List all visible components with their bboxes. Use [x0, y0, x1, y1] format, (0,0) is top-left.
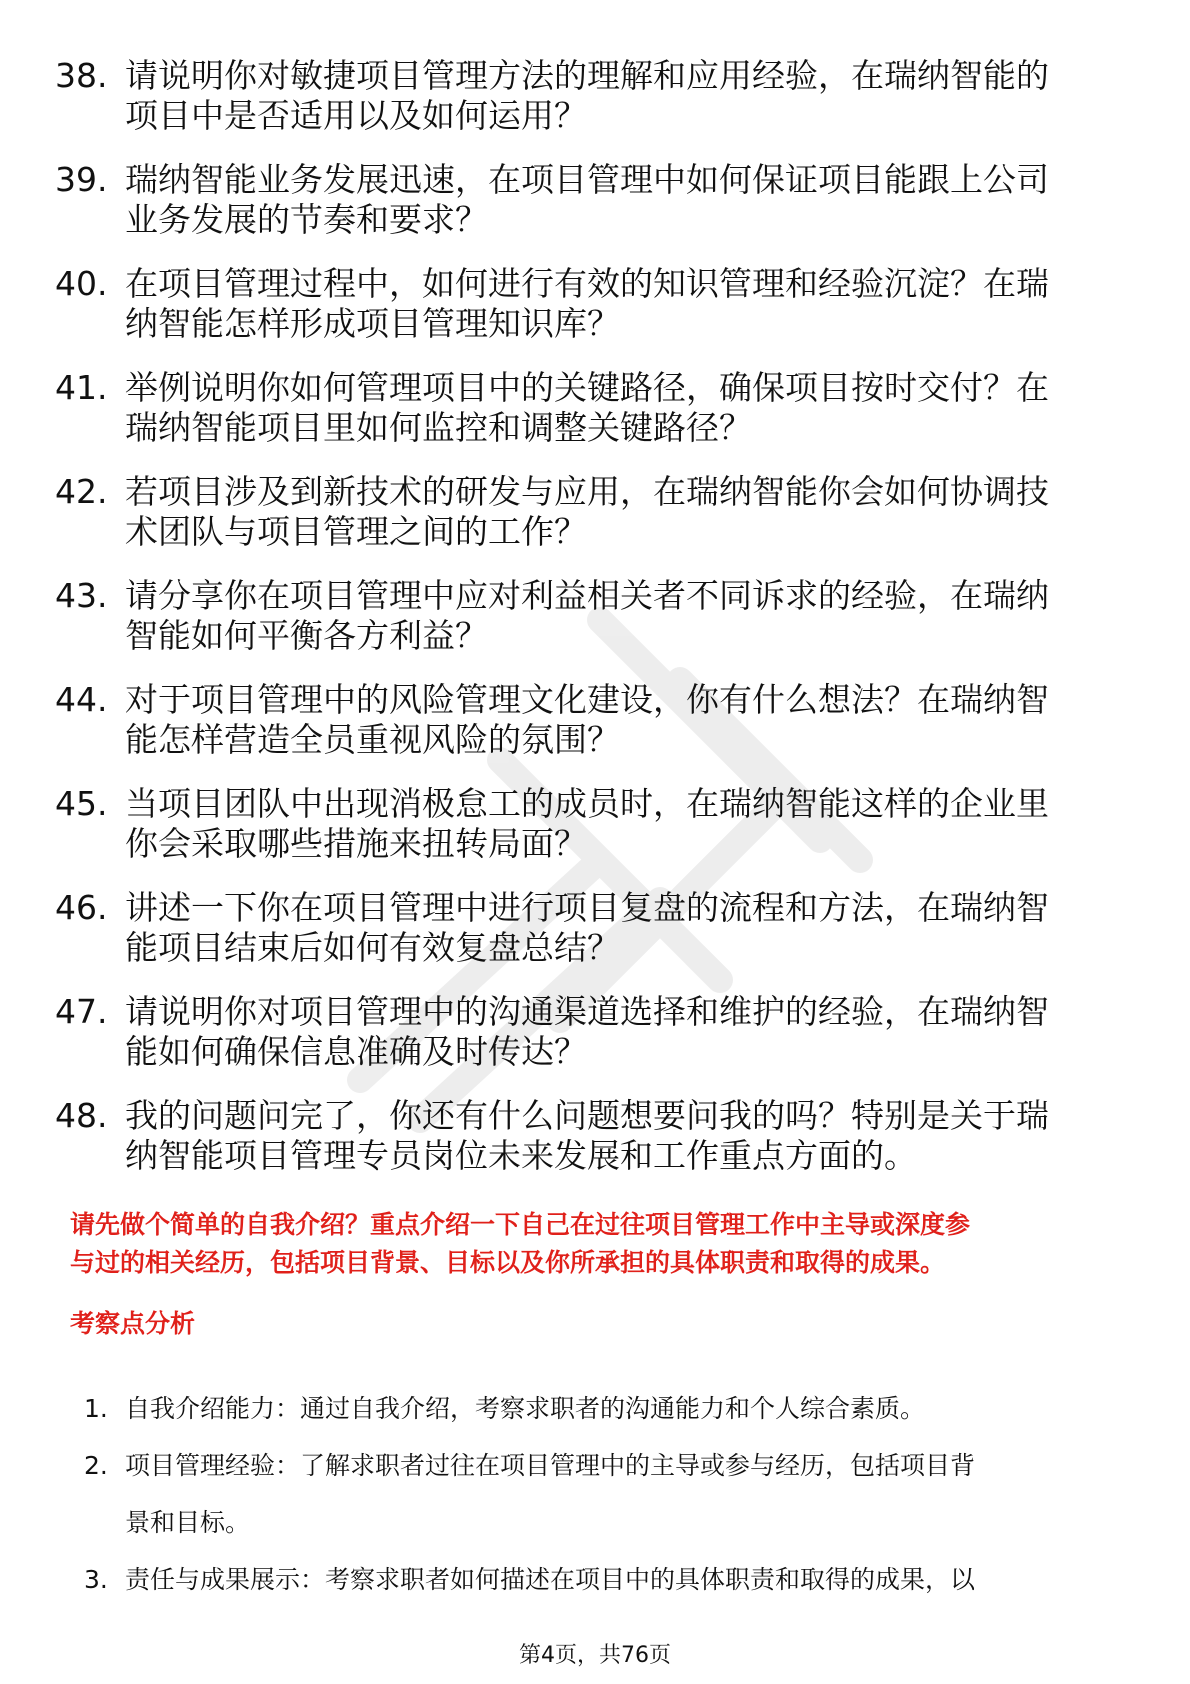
analysis-item	[0, 1380, 1190, 1437]
question-item	[0, 572, 1190, 668]
question-line: 智能如何平衡各方利益？	[125, 616, 488, 655]
question-number: 44.	[55, 680, 108, 719]
question-line: 请说明你对项目管理中的沟通渠道选择和维护的经验，在瑞纳智	[125, 992, 1049, 1031]
question-number: 38.	[55, 56, 108, 95]
question-item	[0, 884, 1190, 980]
question-item	[0, 468, 1190, 564]
question-line: 在项目管理过程中，如何进行有效的知识管理和经验沉淀？在瑞	[125, 264, 1049, 303]
question-line: 讲述一下你在项目管理中进行项目复盘的流程和方法，在瑞纳智	[125, 888, 1049, 927]
question-line: 对于项目管理中的风险管理文化建设，你有什么想法？在瑞纳智	[125, 680, 1049, 719]
analysis-number: 2.	[84, 1451, 108, 1480]
question-text	[125, 1096, 1125, 1176]
question-number: 46.	[55, 888, 108, 927]
analysis-line: 自我介绍能力：通过自我介绍，考察求职者的沟通能力和个人综合素质。	[125, 1394, 926, 1423]
question-line: 举例说明你如何管理项目中的关键路径，确保项目按时交付？在	[125, 368, 1049, 407]
question-line: 当项目团队中出现消极怠工的成员时，在瑞纳智能这样的企业里	[125, 784, 1049, 823]
question-text	[125, 368, 1125, 448]
question-line: 术团队与项目管理之间的工作？	[125, 512, 587, 551]
question-text	[125, 264, 1125, 344]
highlight-question-line: 请先做个简单的自我介绍？重点介绍一下自己在过往项目管理工作中主导或深度参	[70, 1210, 971, 1239]
question-text	[125, 888, 1125, 968]
question-line: 瑞纳智能业务发展迅速，在项目管理中如何保证项目能跟上公司	[125, 160, 1049, 199]
question-text	[125, 680, 1125, 760]
question-line: 若项目涉及到新技术的研发与应用，在瑞纳智能你会如何协调技	[125, 472, 1049, 511]
question-item	[0, 988, 1190, 1084]
question-item	[0, 156, 1190, 252]
question-text	[125, 56, 1125, 136]
question-number: 42.	[55, 472, 108, 511]
question-text	[125, 576, 1125, 656]
question-item	[0, 52, 1190, 148]
analysis-item	[0, 1551, 1190, 1608]
analysis-text	[125, 1551, 1115, 1608]
question-number: 47.	[55, 992, 108, 1031]
page-footer: 第4页，共76页	[519, 1643, 671, 1668]
question-line: 能如何确保信息准确及时传达？	[125, 1032, 587, 1071]
question-line: 纳智能怎样形成项目管理知识库？	[125, 304, 620, 343]
analysis-number: 3.	[84, 1565, 108, 1594]
analysis-item	[0, 1437, 1190, 1551]
question-item	[0, 364, 1190, 460]
question-line: 能怎样营造全员重视风险的氛围？	[125, 720, 620, 759]
question-text	[125, 160, 1125, 240]
question-item	[0, 780, 1190, 876]
question-line: 你会采取哪些措施来扭转局面？	[125, 824, 587, 863]
question-number: 48.	[55, 1096, 108, 1135]
question-line: 我的问题问完了，你还有什么问题想要问我的吗？特别是关于瑞	[125, 1096, 1049, 1135]
analysis-line: 项目管理经验：了解求职者过往在项目管理中的主导或参与经历，包括项目背	[125, 1451, 976, 1480]
question-item	[0, 1092, 1190, 1188]
question-number: 43.	[55, 576, 108, 615]
analysis-number: 1.	[84, 1394, 108, 1423]
analysis-text	[125, 1380, 1115, 1437]
question-number: 40.	[55, 264, 108, 303]
analysis-title: 考察点分析	[70, 1309, 196, 1338]
analysis-line: 责任与成果展示：考察求职者如何描述在项目中的具体职责和取得的成果，以	[125, 1565, 976, 1594]
question-line: 请分享你在项目管理中应对利益相关者不同诉求的经验，在瑞纳	[125, 576, 1049, 615]
analysis-text	[125, 1437, 1115, 1551]
question-line: 纳智能项目管理专员岗位未来发展和工作重点方面的。	[125, 1136, 917, 1175]
question-line: 项目中是否适用以及如何运用？	[125, 96, 587, 135]
question-item	[0, 260, 1190, 356]
question-item	[0, 676, 1190, 772]
question-text	[125, 472, 1125, 552]
question-number: 45.	[55, 784, 108, 823]
question-line: 业务发展的节奏和要求？	[125, 200, 488, 239]
question-text	[125, 784, 1125, 864]
question-line: 请说明你对敏捷项目管理方法的理解和应用经验，在瑞纳智能的	[125, 56, 1049, 95]
highlight-question	[70, 1206, 1130, 1282]
question-number: 39.	[55, 160, 108, 199]
analysis-line: 景和目标。	[125, 1508, 251, 1537]
analysis-list	[0, 1380, 1190, 1608]
highlight-question-line: 与过的相关经历，包括项目背景、目标以及你所承担的具体职责和取得的成果。	[70, 1248, 946, 1277]
question-list	[0, 52, 1190, 1196]
question-number: 41.	[55, 368, 108, 407]
question-line: 瑞纳智能项目里如何监控和调整关键路径？	[125, 408, 752, 447]
question-text	[125, 992, 1125, 1072]
question-line: 能项目结束后如何有效复盘总结？	[125, 928, 620, 967]
